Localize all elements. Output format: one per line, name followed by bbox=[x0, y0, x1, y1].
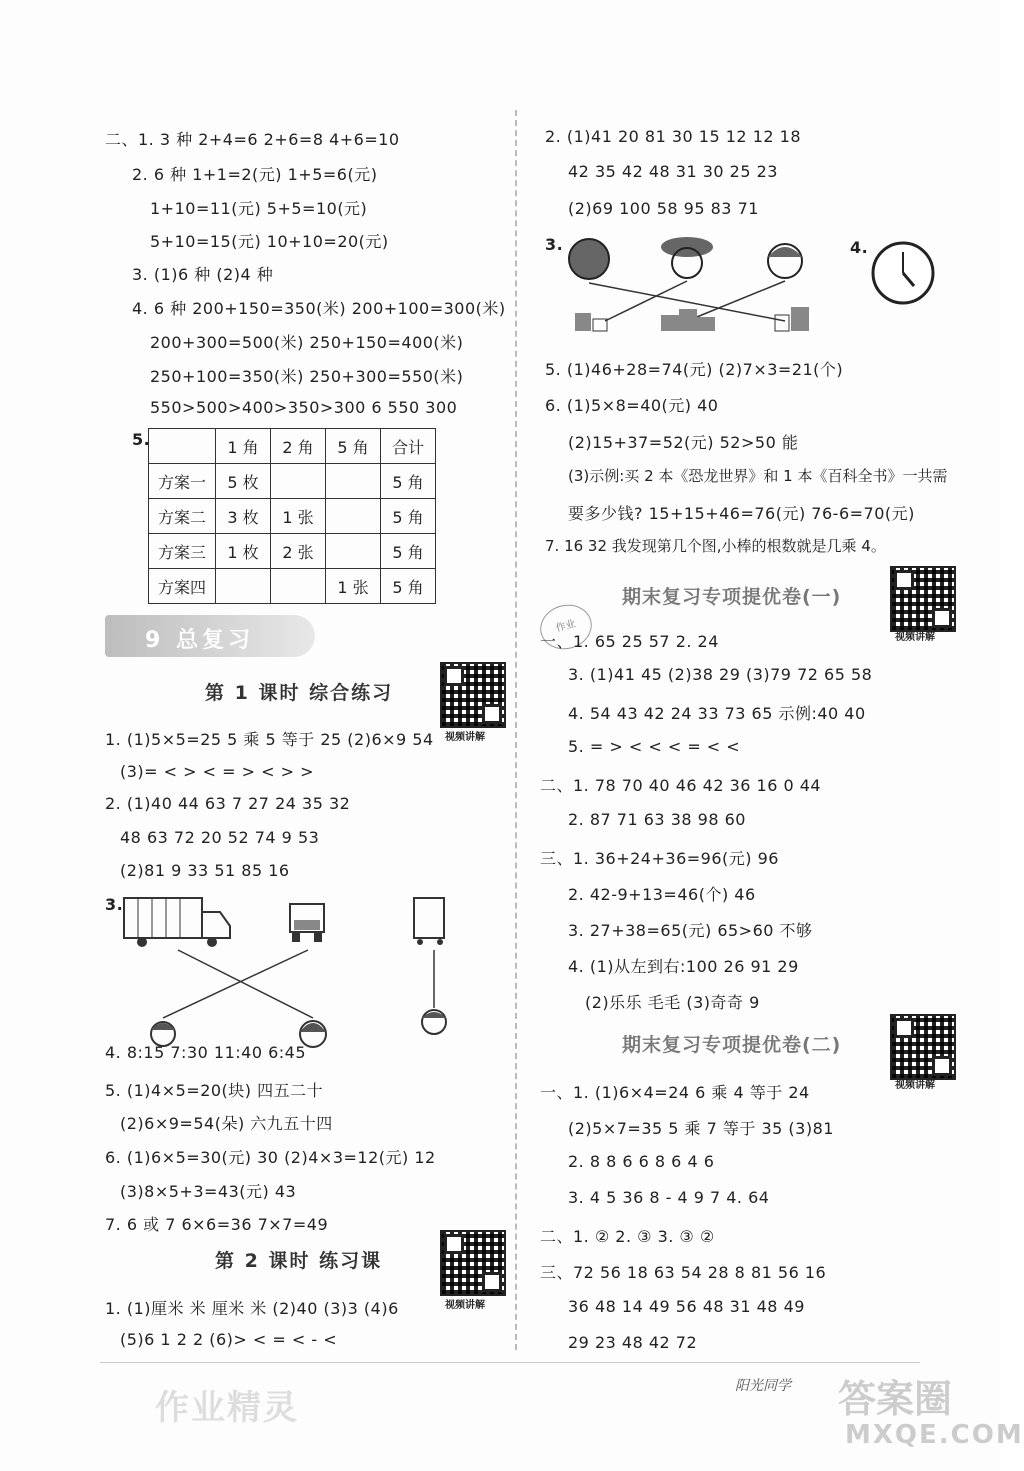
answer-line: 1. (1)厘米 米 厘米 米 (2)40 (3)3 (4)6 bbox=[105, 1299, 399, 1318]
exam-title: 期末复习专项提优卷(二) bbox=[622, 1034, 842, 1056]
table-cell bbox=[326, 499, 381, 534]
answer-line: 一、1. (1)6×4=24 6 乘 4 等于 24 bbox=[540, 1083, 810, 1102]
answer-line: 二、1. 3 种 2+4=6 2+6=8 4+6=10 bbox=[105, 130, 400, 149]
qr-label: 视频讲解 bbox=[445, 1300, 485, 1311]
answer-line: 29 23 48 42 72 bbox=[568, 1333, 698, 1352]
answer-line: 2. (1)41 20 81 30 15 12 12 18 bbox=[545, 127, 801, 146]
table-header-row bbox=[149, 429, 436, 464]
answer-line: 1+10=11(元) 5+5=10(元) bbox=[150, 199, 368, 218]
answer-line: 二、1. ② 2. ③ 3. ③ ② bbox=[540, 1227, 715, 1246]
qr-label: 视频讲解 bbox=[895, 1080, 935, 1091]
qr-code-icon[interactable] bbox=[440, 1230, 506, 1296]
answer-line: 3. (1)41 45 (2)38 29 (3)79 72 65 58 bbox=[568, 665, 873, 684]
answer-line: 2. 8 8 6 6 8 6 4 6 bbox=[568, 1152, 715, 1171]
exam-title: 期末复习专项提优卷(一) bbox=[622, 586, 842, 608]
answer-line: 4. (1)从左到右:100 26 91 29 bbox=[568, 957, 799, 976]
answer-line: (2)乐乐 毛毛 (3)奇奇 9 bbox=[585, 993, 760, 1012]
kid-face-icon bbox=[422, 1010, 446, 1034]
answer-line: (5)6 1 2 2 (6)> < = < - < bbox=[120, 1330, 338, 1349]
big-truck-icon bbox=[124, 898, 230, 947]
answer-line: (2)6×9=54(朵) 六九五十四 bbox=[120, 1114, 333, 1133]
table-cell: 方案二 bbox=[149, 499, 216, 534]
table-cell bbox=[216, 569, 271, 604]
answer-stamp: 答案圈 bbox=[838, 1377, 953, 1421]
answer-line: 6. (1)6×5=30(元) 30 (2)4×3=12(元) 12 bbox=[105, 1148, 436, 1167]
table-cell: 5 角 bbox=[381, 569, 436, 604]
qr-code-icon[interactable] bbox=[440, 662, 506, 728]
answer-line: 三、1. 36+24+36=96(元) 96 bbox=[540, 849, 779, 868]
qr-label: 视频讲解 bbox=[895, 632, 935, 643]
answer-line: (3)= < > < = > < > > bbox=[120, 762, 315, 781]
answer-line: 550>500>400>350>300 6 550 300 bbox=[150, 398, 458, 417]
homework-stamp: 作业 bbox=[535, 599, 597, 655]
answer-line: 3. 4 5 36 8 - 4 9 7 4. 64 bbox=[568, 1188, 770, 1207]
table-cell bbox=[271, 569, 326, 604]
answer-line: 250+100=350(米) 250+300=550(米) bbox=[150, 367, 464, 386]
table-cell bbox=[271, 464, 326, 499]
answer-line: 4. 8:15 7:30 11:40 6:45 bbox=[105, 1043, 307, 1062]
front-truck-icon bbox=[290, 904, 324, 942]
clock-icon bbox=[870, 240, 936, 306]
qr-code-icon[interactable] bbox=[890, 1014, 956, 1080]
answer-line: 3. 27+38=65(元) 65>60 不够 bbox=[568, 921, 813, 940]
watermark: 作业精灵 bbox=[155, 1388, 299, 1428]
column-divider bbox=[515, 110, 517, 1350]
answer-line: (3)示例:买 2 本《恐龙世界》和 1 本《百科全书》一共需 bbox=[568, 467, 948, 485]
answer-line: 2. (1)40 44 63 7 27 24 35 32 bbox=[105, 794, 351, 813]
answer-line: 要多少钱? 15+15+46=76(元) 76-6=70(元) bbox=[568, 504, 915, 523]
truck-matching-diagram bbox=[118, 890, 478, 1060]
coin-plan-table bbox=[148, 428, 436, 604]
answer-line: 5. = > < < < = < < bbox=[568, 737, 741, 756]
table-cell: 合计 bbox=[381, 429, 436, 464]
table-cell: 1 张 bbox=[326, 569, 381, 604]
answer-line: 7. 16 32 我发现第几个图,小棒的根数就是几乘 4。 bbox=[545, 537, 886, 555]
answer-line: (3)8×5+3=43(元) 43 bbox=[120, 1182, 297, 1201]
answer-line: 1. (1)5×5=25 5 乘 5 等于 25 (2)6×9 54 bbox=[105, 730, 434, 749]
answer-line: 三、72 56 18 63 54 28 8 81 56 16 bbox=[540, 1263, 827, 1282]
lesson-title: 第 2 课时 练习课 bbox=[215, 1250, 383, 1272]
table-row bbox=[149, 499, 436, 534]
kid-face-icon bbox=[768, 244, 802, 278]
footer-rule bbox=[100, 1362, 920, 1363]
table-cell: 方案四 bbox=[149, 569, 216, 604]
table-cell bbox=[149, 429, 216, 464]
table-cell: 5 角 bbox=[326, 429, 381, 464]
table-cell: 5 角 bbox=[381, 499, 436, 534]
question-number: 3. bbox=[545, 235, 564, 254]
answer-line: 7. 6 或 7 6×6=36 7×7=49 bbox=[105, 1215, 329, 1234]
hat-kid-icon bbox=[661, 237, 713, 278]
table-cell: 1 角 bbox=[216, 429, 271, 464]
answer-line: 2. 6 种 1+1=2(元) 1+5=6(元) bbox=[132, 165, 378, 184]
answer-line: 42 35 42 48 31 30 25 23 bbox=[568, 162, 778, 181]
lesson-title: 第 1 课时 综合练习 bbox=[205, 682, 394, 704]
answer-line: 48 63 72 20 52 74 9 53 bbox=[120, 828, 320, 847]
table-cell: 5 枚 bbox=[216, 464, 271, 499]
answer-line: 3. (1)6 种 (2)4 种 bbox=[132, 265, 274, 284]
answer-line: 5. (1)4×5=20(块) 四五二十 bbox=[105, 1081, 324, 1100]
table-cell: 方案三 bbox=[149, 534, 216, 569]
answer-line: 5+10=15(元) 10+10=20(元) bbox=[150, 232, 389, 251]
section-title: 9 总复习 bbox=[145, 628, 254, 653]
qr-label: 视频讲解 bbox=[445, 732, 485, 743]
question-number: 3. bbox=[105, 895, 124, 914]
answer-line: 5. (1)46+28=74(元) (2)7×3=21(个) bbox=[545, 360, 844, 379]
question-number: 4. bbox=[850, 238, 869, 257]
blocks-icon bbox=[775, 307, 809, 331]
answer-line: 2. 42-9+13=46(个) 46 bbox=[568, 885, 756, 904]
section-banner bbox=[105, 615, 315, 657]
table-row bbox=[149, 534, 436, 569]
table-cell: 5 角 bbox=[381, 534, 436, 569]
view-matching-diagram bbox=[565, 235, 815, 340]
table-cell: 1 张 bbox=[271, 499, 326, 534]
site-watermark: MXQE.COM bbox=[845, 1420, 1024, 1450]
brand-logo: 阳光同学 bbox=[735, 1378, 791, 1394]
table-cell: 3 枚 bbox=[216, 499, 271, 534]
answer-line: (2)5×7=35 5 乘 7 等于 35 (3)81 bbox=[568, 1119, 834, 1138]
table-row bbox=[149, 464, 436, 499]
answer-line: (2)15+37=52(元) 52>50 能 bbox=[568, 433, 799, 452]
question-number: 5. bbox=[132, 430, 151, 449]
answer-line: 二、1. 78 70 40 46 42 36 16 0 44 bbox=[540, 776, 822, 795]
blocks-icon bbox=[575, 313, 607, 331]
table-cell bbox=[326, 464, 381, 499]
ball-icon bbox=[569, 239, 609, 279]
answer-line: 6. (1)5×8=40(元) 40 bbox=[545, 396, 719, 415]
answer-line: 2. 87 71 63 38 98 60 bbox=[568, 810, 746, 829]
table-cell: 5 角 bbox=[381, 464, 436, 499]
back-truck-icon bbox=[414, 898, 444, 945]
table-cell: 1 枚 bbox=[216, 534, 271, 569]
answer-line: 200+300=500(米) 250+150=400(米) bbox=[150, 333, 464, 352]
answer-line: 36 48 14 49 56 48 31 48 49 bbox=[568, 1297, 805, 1316]
table-row bbox=[149, 569, 436, 604]
answer-line: (2)69 100 58 95 83 71 bbox=[568, 199, 759, 218]
answer-line: 4. 6 种 200+150=350(米) 200+100=300(米) bbox=[132, 299, 506, 318]
answer-line: (2)81 9 33 51 85 16 bbox=[120, 861, 290, 880]
table-cell: 2 角 bbox=[271, 429, 326, 464]
answer-line: 一、1. 65 25 57 2. 24 bbox=[540, 632, 719, 651]
table-cell: 2 张 bbox=[271, 534, 326, 569]
qr-code-icon[interactable] bbox=[890, 566, 956, 632]
answer-line: 4. 54 43 42 24 33 73 65 示例:40 40 bbox=[568, 704, 866, 723]
table-cell bbox=[326, 534, 381, 569]
table-cell: 方案一 bbox=[149, 464, 216, 499]
